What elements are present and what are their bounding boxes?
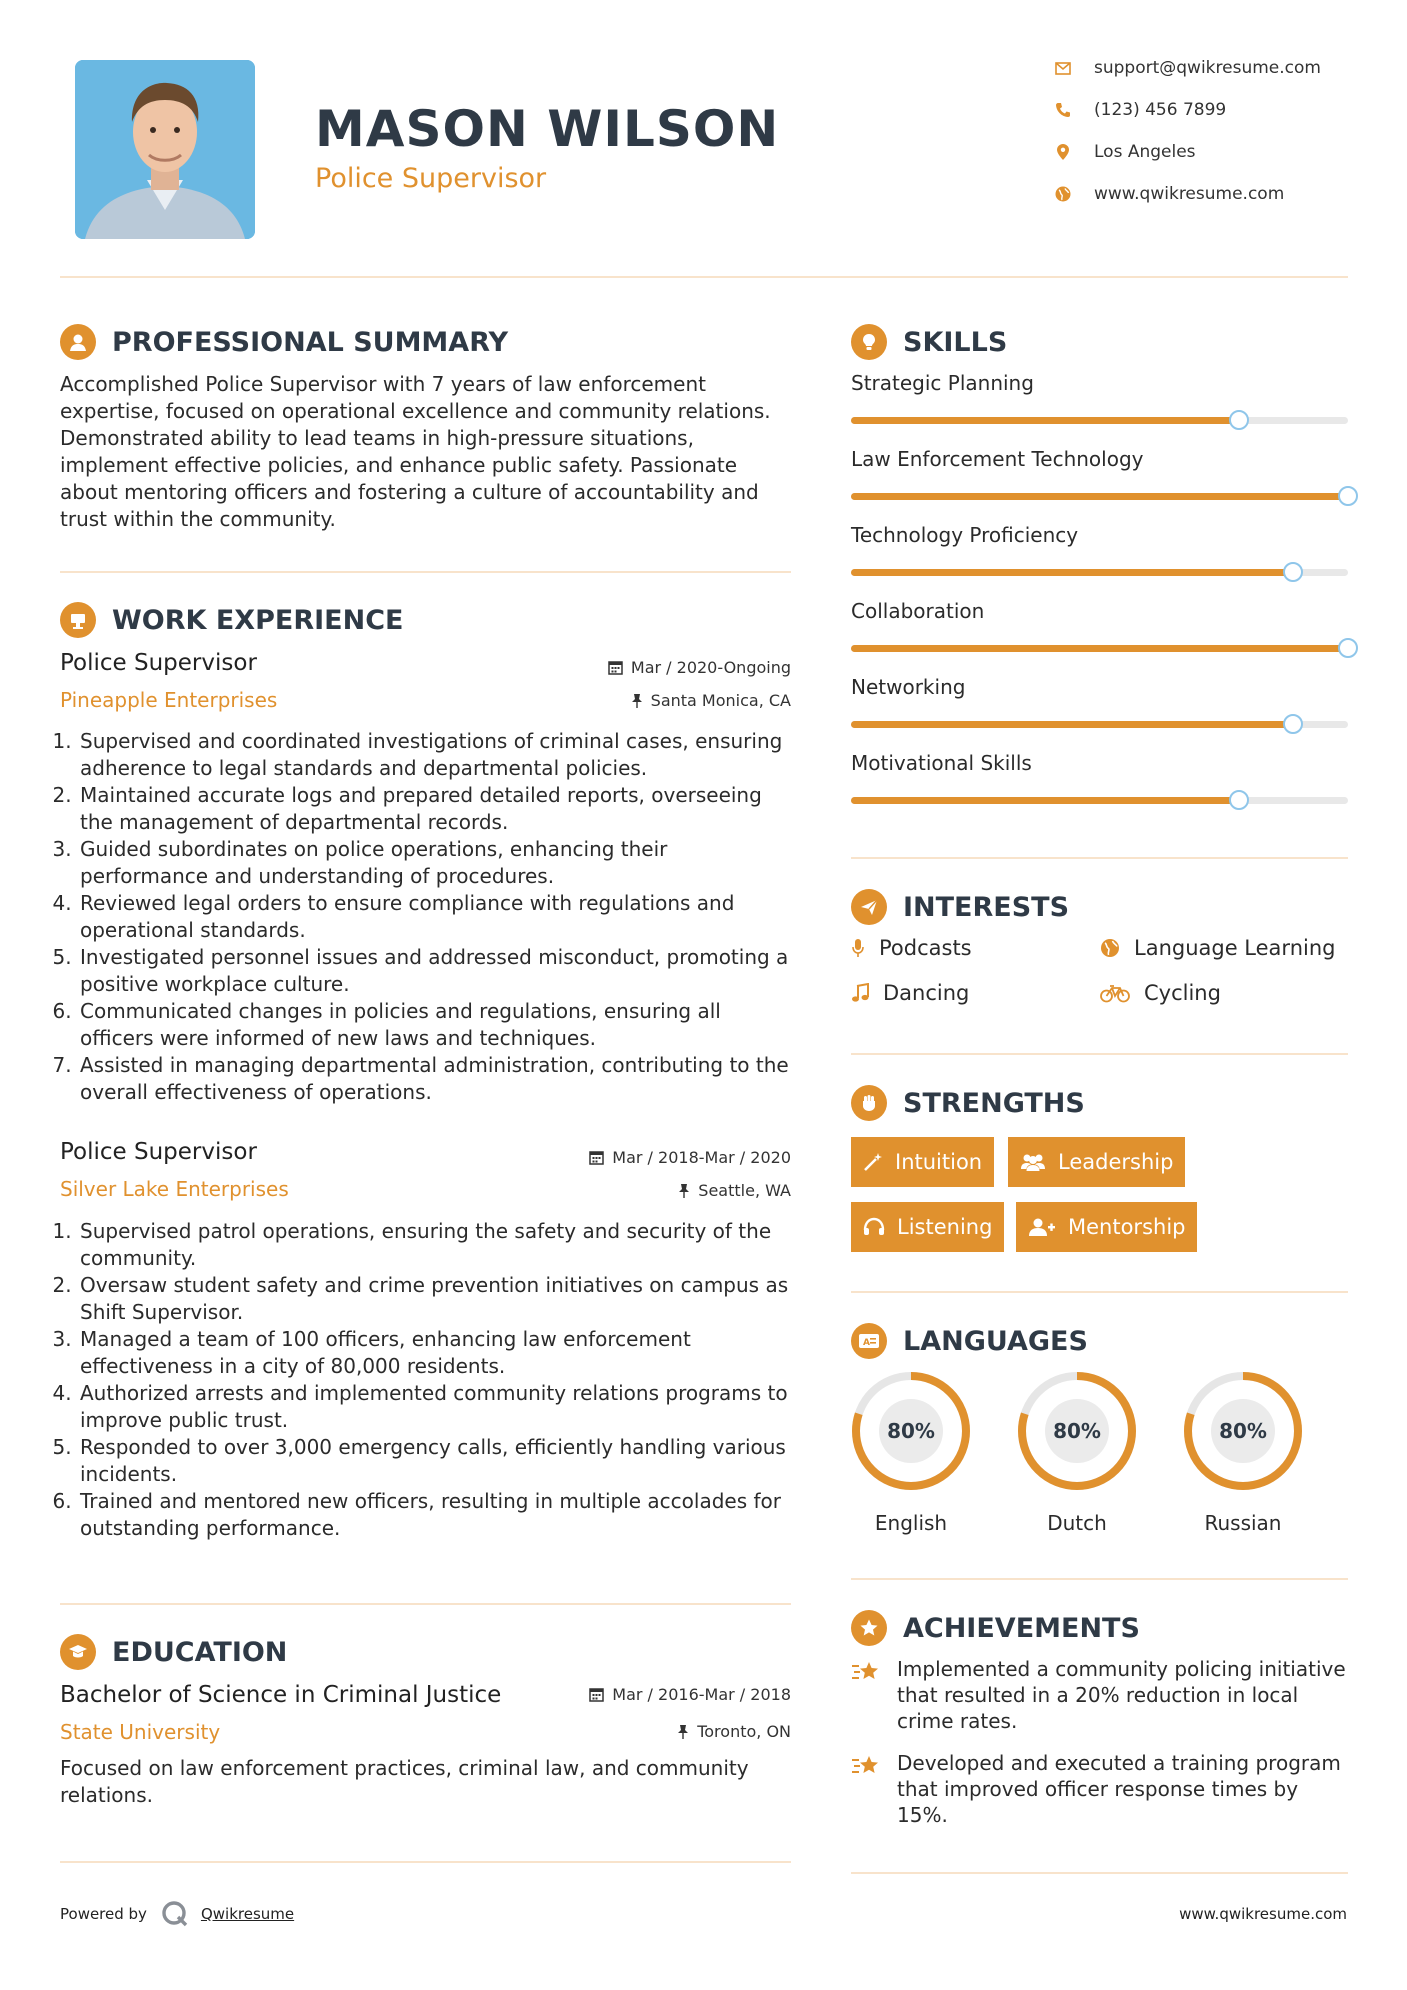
language-progress-ring: [1015, 1369, 1139, 1493]
achievements-heading: ACHIEVEMENTS: [851, 1610, 1140, 1646]
job-title: Police Supervisor: [60, 650, 257, 676]
summary-divider: [60, 571, 791, 573]
list-item: 6. Communicated changes in policies and regulations, ensuring all officers were informed of new laws and techniques.: [78, 998, 800, 1052]
list-item: 2. Oversaw student safety and crime prevention initiatives on campus as Shift Supervisor.: [78, 1272, 800, 1326]
skill-level-knob: [1338, 638, 1358, 658]
interest-item: Podcasts: [851, 936, 972, 960]
skill-bar: [851, 645, 1348, 652]
candidate-name: MASON WILSON: [315, 100, 780, 158]
job-title: Police Supervisor: [60, 1139, 257, 1165]
language-item: [1178, 1369, 1308, 1535]
interest-item: Language Learning: [1100, 936, 1335, 960]
skills-divider: [851, 857, 1348, 859]
qwikresume-link[interactable]: Qwikresume: [200, 1905, 295, 1923]
skill-bar-fill: [851, 645, 1348, 652]
globe-icon: [1055, 186, 1071, 202]
job-date: Mar / 2020-Ongoing: [608, 658, 791, 677]
language-progress-ring: [1181, 1369, 1305, 1493]
skill-label: Networking: [851, 675, 966, 699]
job-location: Santa Monica, CA: [631, 691, 791, 710]
strength-chip: Intuition: [851, 1137, 994, 1187]
envelope-icon: [1055, 60, 1071, 76]
candidate-title: Police Supervisor: [315, 163, 547, 194]
pushpin-icon: [677, 1724, 689, 1739]
list-item: 4. Reviewed legal orders to ensure compliance with regulations and operational standards.: [78, 890, 800, 944]
bicycle-icon: [1100, 983, 1130, 1003]
strengths-heading: STRENGTHS: [851, 1085, 1085, 1121]
language-progress-ring: [849, 1369, 973, 1493]
contact-location: Los Angeles: [1055, 142, 1196, 162]
language-percent: 80%: [887, 1419, 935, 1443]
pushpin-icon: [631, 693, 643, 708]
contact-email[interactable]: support@qwikresume.com: [1055, 58, 1321, 78]
calendar-icon: [589, 1687, 604, 1702]
calendar-icon: [589, 1150, 604, 1165]
list-item: 2. Maintained accurate logs and prepared detailed reports, overseeing the management of departmental records.: [78, 782, 800, 836]
skill-label: Strategic Planning: [851, 371, 1034, 395]
skill-bar: [851, 797, 1348, 804]
star-burst-icon: [851, 1660, 883, 1684]
qwikresume-logo-icon: [161, 1900, 189, 1928]
lightbulb-icon: [851, 324, 887, 360]
microphone-icon: [851, 938, 865, 958]
contact-phone[interactable]: (123) 456 7899: [1055, 100, 1226, 120]
job-date: Mar / 2018-Mar / 2020: [589, 1148, 791, 1167]
skill-bar: [851, 417, 1348, 424]
school-name: State University: [60, 1720, 221, 1744]
strength-chip: Leadership: [1008, 1137, 1185, 1187]
skill-bar: [851, 493, 1348, 500]
interests-heading: INTERESTS: [851, 889, 1069, 925]
phone-icon: [1055, 102, 1071, 118]
list-item: 1. Supervised patrol operations, ensuring the safety and security of the community.: [78, 1218, 800, 1272]
magic-wand-icon: [863, 1152, 883, 1172]
experience-heading: WORK EXPERIENCE: [60, 602, 403, 638]
education-text: Focused on law enforcement practices, criminal law, and community relations.: [60, 1756, 749, 1807]
footer-website-link[interactable]: www.qwikresume.com: [1179, 1905, 1347, 1923]
job-duties: [60, 1218, 800, 1542]
skill-bar-fill: [851, 797, 1239, 804]
strength-chip: Mentorship: [1016, 1202, 1197, 1252]
contact-website[interactable]: www.qwikresume.com: [1055, 184, 1284, 204]
skill-bar-fill: [851, 721, 1293, 728]
list-item: 5. Investigated personnel issues and addressed misconduct, promoting a positive workplace culture.: [78, 944, 800, 998]
skill-bar-fill: [851, 569, 1293, 576]
list-item: 1. Supervised and coordinated investigations of criminal cases, ensuring adherence to legal standards and departmental policies.: [78, 728, 800, 782]
interest-item: Cycling: [1100, 981, 1221, 1005]
skills-heading: SKILLS: [851, 324, 1007, 360]
education-divider: [60, 1861, 791, 1863]
fist-icon: [851, 1085, 887, 1121]
user-icon: [60, 324, 96, 360]
achievements-divider: [851, 1872, 1348, 1874]
skill-level-knob: [1229, 790, 1249, 810]
footer-powered-by: Powered by Qwikresume: [60, 1900, 294, 1928]
skill-label: Motivational Skills: [851, 751, 1032, 775]
pushpin-icon: [678, 1183, 690, 1198]
language-name: English: [874, 1511, 948, 1535]
company-name: Silver Lake Enterprises: [60, 1177, 289, 1201]
list-item: 3. Guided subordinates on police operations, enhancing their performance and understanding of procedures.: [78, 836, 800, 890]
users-icon: [1020, 1152, 1046, 1172]
degree-title: Bachelor of Science in Criminal Justice: [60, 1682, 502, 1708]
languages-divider: [851, 1578, 1348, 1580]
language-name: Russian: [1204, 1511, 1282, 1535]
interest-item: Dancing: [851, 981, 969, 1005]
list-item: 3. Managed a team of 100 officers, enhancing law enforcement effectiveness in a city of 80,000 residents.: [78, 1326, 800, 1380]
strengths-divider: [851, 1291, 1348, 1293]
achievement-item: Implemented a community policing initiative that resulted in a 20% reduction in local crime rates.: [851, 1656, 1351, 1734]
skill-label: Law Enforcement Technology: [851, 447, 1144, 471]
calendar-icon: [608, 660, 623, 675]
skill-bar: [851, 721, 1348, 728]
list-item: 6. Trained and mentored new officers, resulting in multiple accolades for outstanding performance.: [78, 1488, 800, 1542]
summary-heading: PROFESSIONAL SUMMARY: [60, 324, 508, 360]
user-plus-icon: [1028, 1217, 1056, 1237]
education-date: Mar / 2016-Mar / 2018: [589, 1685, 791, 1704]
language-card-icon: [851, 1323, 887, 1359]
list-item: 7. Assisted in managing departmental administration, contributing to the overall effectiveness of operations.: [78, 1052, 800, 1106]
achievement-item: Developed and executed a training program that improved officer response times by 15%.: [851, 1750, 1351, 1828]
header-divider: [60, 276, 1348, 278]
skill-label: Collaboration: [851, 599, 985, 623]
language-percent: 80%: [1053, 1419, 1101, 1443]
skill-bar-fill: [851, 417, 1239, 424]
skill-level-knob: [1283, 714, 1303, 734]
language-item: [1012, 1369, 1142, 1535]
list-item: 5. Responded to over 3,000 emergency calls, efficiently handling various incidents.: [78, 1434, 800, 1488]
education-heading: EDUCATION: [60, 1634, 287, 1670]
experience-divider: [60, 1603, 791, 1605]
music-note-icon: [851, 983, 869, 1003]
education-location: Toronto, ON: [677, 1722, 791, 1741]
skill-label: Technology Proficiency: [851, 523, 1079, 547]
star-burst-icon: [851, 1754, 883, 1778]
globe-icon: [1100, 938, 1120, 958]
company-name: Pineapple Enterprises: [60, 688, 278, 712]
summary-text: Accomplished Police Supervisor with 7 years of law enforcement expertise, focused on operational excellence and community relations. Demonstrated ability to lead teams in high-pressure situations, implement effective policies, and enhance public safety. Passionate about mentoring officers and fostering a culture of accountability and trust within the community.: [60, 372, 771, 531]
strength-chip: Listening: [851, 1202, 1004, 1252]
briefcase-icon: [60, 602, 96, 638]
language-percent: 80%: [1219, 1419, 1267, 1443]
language-item: [846, 1369, 976, 1535]
job-location: Seattle, WA: [678, 1181, 791, 1200]
skill-bar: [851, 569, 1348, 576]
map-pin-icon: [1055, 144, 1071, 160]
skill-level-knob: [1338, 486, 1358, 506]
list-item: 4. Authorized arrests and implemented community relations programs to improve public trust.: [78, 1380, 800, 1434]
star-badge-icon: [851, 1610, 887, 1646]
graduate-icon: [60, 1634, 96, 1670]
languages-heading: A LANGUAGES: [851, 1323, 1088, 1359]
svg-text:A: A: [863, 1338, 870, 1348]
language-name: Dutch: [1047, 1511, 1107, 1535]
paper-plane-icon: [851, 889, 887, 925]
interests-divider: [851, 1053, 1348, 1055]
headphones-icon: [863, 1217, 885, 1237]
skill-level-knob: [1283, 562, 1303, 582]
profile-photo: [75, 60, 255, 239]
job-duties: [60, 728, 800, 1106]
skill-bar-fill: [851, 493, 1348, 500]
skill-level-knob: [1229, 410, 1249, 430]
